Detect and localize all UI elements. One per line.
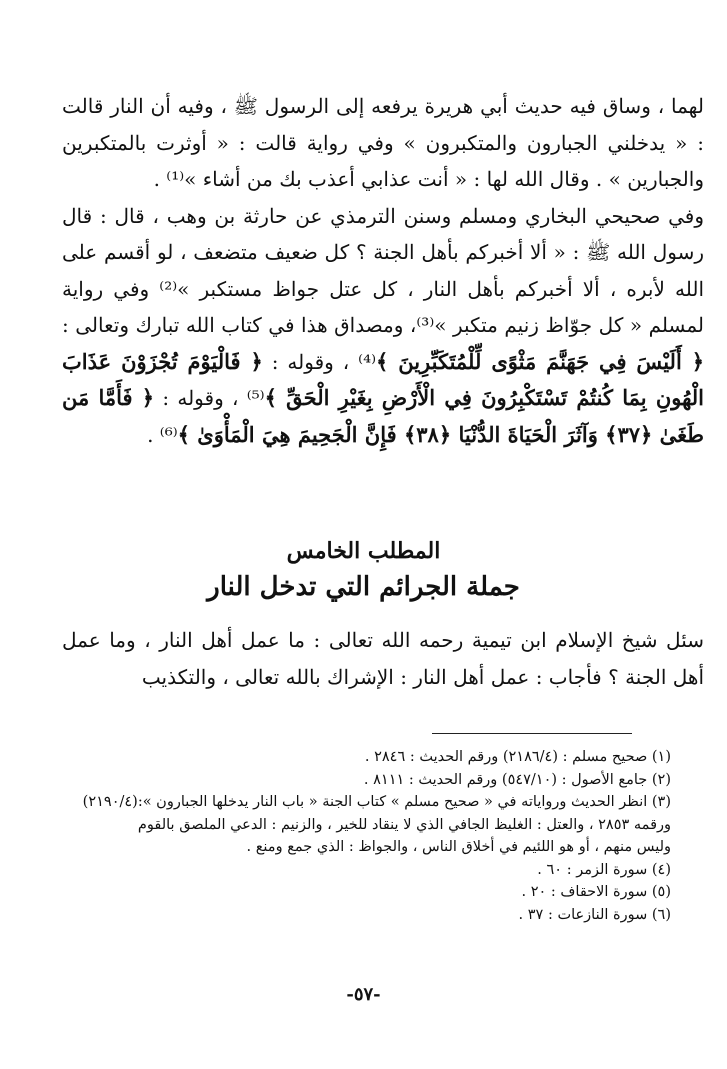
footnote-5: (٥) سورة الاحقاف : ٢٠ . <box>521 884 671 900</box>
quran-verse: ﴿ أَلَيْسَ فِي جَهَنَّمَ مَثْوًى لِّلْمُتَكَبِّرِينَ ﴾ <box>376 348 704 374</box>
section-label: المطلب الخامس <box>286 538 441 564</box>
footnote-2: (٢) جامع الأصول : (٥٤٧/١٠) ورقم الحديث : ٨١١١ . <box>363 771 671 788</box>
quran-verse: ﴿ فَالْيَوْمَ تُجْزَوْنَ عَذَابَ الْهُونِ بِمَا كُنتُمْ تَسْتَكْبِرُونَ فِي الْأَرْضِ بِغَيْرِ الْحَقِّ ﴾ <box>62 348 704 410</box>
footnotes <box>82 746 671 926</box>
paragraph-hadith-abu-hurairah: لهما ، وساق فيه حديث أبي هريرة يرفعه إلى الرسول ﷺ ، وفيه أن النار قالت : « يدخلني الجبارون والمتكبرون » وفي رواية قالت : « أوثرت بالمتكبرين والجبارين » . وقال الله لها : « أنت عذابي أعذب بك من أشاء »⁽¹⁾ . <box>62 94 704 191</box>
quran-verse: ﴿ فَأَمَّا مَن طَغَىٰ ﴿٣٧﴾ وَآثَرَ الْحَيَاةَ الدُّنْيَا ﴿٣٨﴾ فَإِنَّ الْجَحِيمَ هِيَ الْمَأْوَىٰ ﴾ <box>62 385 704 447</box>
footnote-6: (٦) سورة النازعات : ٣٧ . <box>518 906 671 923</box>
paragraph-text: ⁽⁶⁾ . <box>147 422 178 447</box>
paragraph-hadith-haritha <box>62 198 704 454</box>
section-body <box>62 622 704 696</box>
section-paragraph: سئل شيخ الإسلام ابن تيمية رحمه الله تعالى : ما عمل أهل النار ، وما عمل أهل الجنة ؟ فأجاب : عمل أهل النار : الإشراك بالله تعالى ، والتكذيب <box>62 628 704 689</box>
footnote-divider <box>432 733 632 734</box>
section-title: جملة الجرائم التي تدخل النار <box>207 572 520 602</box>
footnote-1: (١) صحيح مسلم : (٢١٨٦/٤) ورقم الحديث : ٢٨٤٦ . <box>364 749 671 765</box>
footnote-3-cont: وليس منهم ، أو هو اللئيم في أخلاق الناس ، والجواظ : الذي جمع ومنع . <box>246 839 671 855</box>
footnote-3-cont: ورقمه ٢٨٥٣ ، والعتل : الغليظ الجافي الذي لا ينقاد للخير ، والزنيم : الدعي الملصق بالقوم <box>137 816 671 833</box>
page-number: -٥٧- <box>346 984 381 1005</box>
main-text <box>62 88 704 453</box>
footnote-3: (٣) انظر الحديث ورواياته في « صحيح مسلم » كتاب الجنة « باب النار يدخلها الجبارون »:(٢١٩٠/٤) <box>82 794 671 810</box>
paragraph-text: ⁽⁵⁾ ، وقوله : <box>154 386 265 410</box>
paragraph-text: ⁽⁴⁾ ، وقوله : <box>262 349 377 374</box>
paragraph-text: وفي صحيحي البخاري ومسلم وسنن الترمذي عن حارثة بن وهب ، قال : قال رسول الله ﷺ : « ألا أخبركم بأهل الجنة ؟ كل ضعيف متضعف ، لو أقسم على الله لأبره ، ألا أخبركم بأهل النار ، كل عتل جواظ مستكبر »⁽²⁾ وفي رواية لمسلم « كل جوّاظ زنيم متكبر »⁽³⁾، ومصداق هذا في كتاب الله تبارك وتعالى : <box>62 203 705 337</box>
footnote-4: (٤) سورة الزمر : ٦٠ . <box>537 861 671 878</box>
